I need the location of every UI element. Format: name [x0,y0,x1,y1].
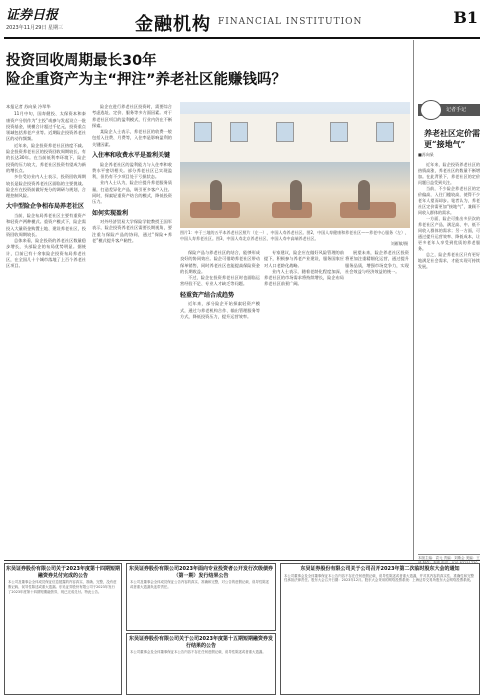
reporter-notes-sidebar [418,40,480,560]
subheading: 如何实现盈利 [92,209,129,217]
paragraph: 险企养老社区的盈利能力与入住率和收费水平密切相关。部分养老社区已实现盈利，但仍有不少项目处于亏损状态。 [92,161,172,180]
announcement-body: 本公司及董事会全体成员保证信息披露的内容真实、准确、完整，没有虚假记载、误导性陈述或重大遗漏。东吴证券股份有限公司于2023年发行了2023年度第十四期短期融资券，现已完成兑付。特此公告。 [8,580,117,594]
top-divider [4,37,480,39]
photo-caption: 图片1：中于三地的五平本养老社区照片（左一），中国人寿养老社区。图2，中国人寿健康和养老社区——养老中心服务（左），中国人寿养老社区。图3，中国人寿北京养老社区、中国人寿中高端养老社区。 [180,230,410,241]
column-divider [413,40,414,560]
announcement-body: 本公司董事会及全体董事保证本公告内容不存在任何虚假记载、误导性陈述或者重大遗漏。 [130,650,266,654]
announcement-title: 东吴证券股份有限公司关于公司2023年度第十五期短期融资券发行结果的公告 [129,636,273,649]
paragraph: 一方面，险企可推出多层次的养老社区产品，满足高、中、低不同收入群体的需求；另一方面，可通过提升运营效率、降低成本，让更多老年人享受到优质的养老服务。 [418,216,480,251]
announcement-box [126,633,276,695]
photo-person [210,180,222,210]
subheading: 轻重资产结合成趋势 [180,291,235,299]
reporter-notes-badge: 记者手记 [418,104,480,116]
section-title: 金融机构 [135,14,211,35]
headline-line-1: 投资回收周期最长30年 [6,53,157,69]
announcement-title: 东吴证券股份有限公司2023年面向专业投资者公开发行次级债券（第一期）发行结果公告 [129,566,273,579]
headline-line-2: 险企重资产为主“押注”养老社区能赚钱吗？ [6,72,287,88]
photo-person [358,180,370,210]
subheading: 入住率和收费水平是盈利关键 [92,152,171,160]
announcement-box [126,563,276,631]
announcement-title: 东吴证券股份有限公司关于公司召开2023年第二次临时股东大会的通知 [300,566,460,572]
announcements-area [4,563,480,695]
section-title-en: FINANCIAL INSTITUTION [218,17,363,27]
article-column-2 [92,104,172,554]
paragraph: 近年来，险企投资养老社区的热情高涨，养老社区的数量不断增加。在此背景下，养老社区的定价问题日益受到关注。 [418,162,480,185]
photo-person [290,180,302,210]
paragraph: 不过，险企在投资养老社区时也面临运营经验不足、专业人才缺乏等问题。 [180,275,260,287]
paragraph: 当前，不少险企养老社区的定价偏高，入住门槛较高，使得不少老年人望而却步。笔者认为，养老社区定价需更加“接地气”，兼顾不同收入群体的需求。 [418,186,480,215]
paragraph: 专家建议，险企应在做好风险管理的前提下，积极参与养老产业建设，服务国家应对人口老龄化战略。 [264,250,344,268]
paragraph: 业内人士表示，随着老龄化程度加深，养老社区的市场需求将持续增长，险企布局养老社区前景广阔。 [264,268,344,287]
article-photo [180,102,410,228]
paragraph: 近年来，险企投资养老社区热度不减。险企投资养老社区的投资回收周期较长，有的长达30年。在当前低利率环境下，险企投资的压力较大，养老社区投资有望成为新的增长点。 [6,142,86,173]
page-number: B1 [453,8,478,27]
paragraph: 11月中旬，国寿健投、太保资本和泰康资产分别作为“主投”或参与发起设立一批投资基金，规模合计超过千亿元，投资重点领域包括养老产业等。近期险企投资养老社区的动作频频。 [6,111,86,142]
paragraph: 保险产品与养老社区的结合，能够形成良好的协同效应。险企可借助养老社区带动保单销售，同时养老社区也能提高保险资金的长期收益。 [180,250,260,274]
announcement-box [280,563,480,695]
photo-credit: 刘雁敏/摄 [390,241,408,246]
headline [6,52,406,90]
paragraph: 业内人士认为，险企应提升养老服务质量，打造差异化产品，吸引更多客户入住。同时，探索轻重资产结合的模式，降低投资压力。 [92,180,172,205]
sidebar-author: ■苏向杲 [418,152,434,157]
article-column-1 [6,104,86,558]
announcement-body: 本公司董事会及全体董事保证本公告内容不存在任何虚假记载、误导性陈述或者重大遗漏，并对其内容的真实性、准确性和完整性承担法律责任。股东大会召开日期：2023年12月。股东大会采用的网络投票系统：上海证券交易所股东大会网络投票系统。 [284,573,474,583]
paragraph: 近年来，部分险企开始探索轻资产模式，通过与养老机构合作、输出管理服务等方式，降低投资压力，提升运营效率。 [180,301,260,319]
paragraph: 某险企人士表示，养老社区的收费一般包括入住费、月费等，入住率是影响盈利的关键因素。 [92,129,172,147]
paragraph: 总之，险企养老社区只有更好地满足社会需求，才能实现可持续发展。 [418,252,480,269]
announcement-title: 东吴证券股份有限公司关于2023年度第十四期短期融资券兑付完成的公告 [6,566,120,579]
sidebar-title: 养老社区定价需更“接地气” [424,128,480,149]
paragraph: 险企在进行养老社区投资时，需要综合考虑选址、定价、服务等多方面因素。对于养老社区项目的盈利模式，行业内仍在不断探索。 [92,104,172,128]
photo-window [276,122,294,142]
article-column-4 [264,250,344,558]
sidebar-body [418,162,480,556]
byline: 本报记者 苏向杲 冷翠华 [6,104,51,109]
article-column-5 [345,250,409,558]
masthead [0,0,484,40]
photo-window [330,122,348,142]
editor-credits: 本版主编：袁元 责编：刘斯会 美编：王 [418,554,480,566]
paragraph: 多位受访业内人士表示，投资回收周期较长是险企投资养老社区面临的主要挑战。险企应在投资前做好充分的调研与规划，合理控制风险。 [6,174,86,199]
article-column-3 [180,250,260,558]
photo-window [230,122,248,142]
issue-date: 2023年11月29日 星期三 [6,25,64,31]
announcement-body: 本公司及董事会全体成员保证公告内容的真实、准确和完整，对公告的虚假记载、误导性陈述或者重大遗漏负连带责任。 [130,580,270,589]
photo-window [376,122,394,142]
paragraph: 总体来看，险企投资的养老社区数量稳步增长，头部险企的布局优势明显。据统计，目前已有十余家险企投资布局养老社区，在全国几十个城市落地了上百个养老社区项目。 [6,238,86,269]
paragraph: 对外经济贸易大学保险学院教授王国军表示，险企投资养老社区需要长期视角，要注重与保险产品的协同，通过“保险+养老”模式提升客户黏性。 [92,219,172,244]
paragraph: 当前，险企布局养老社区主要有重资产和轻资产两种模式。重资产模式下，险企需投入大量资金购置土地、建设养老社区，投资回收周期较长。 [6,212,86,237]
announcement-box [4,563,122,695]
paragraph: 展望未来，险企养老社区投资将更加注重精细化运营，通过提升服务品质，增强市场竞争力，实现社会效益与经济效益的统一。 [345,250,409,274]
subheading: 大中型险企争相布局养老社区 [6,203,85,211]
ads-divider [4,560,480,561]
photo-window [194,122,212,142]
newspaper-logo: 证券日报 [6,8,59,23]
pen-icon [420,100,442,120]
